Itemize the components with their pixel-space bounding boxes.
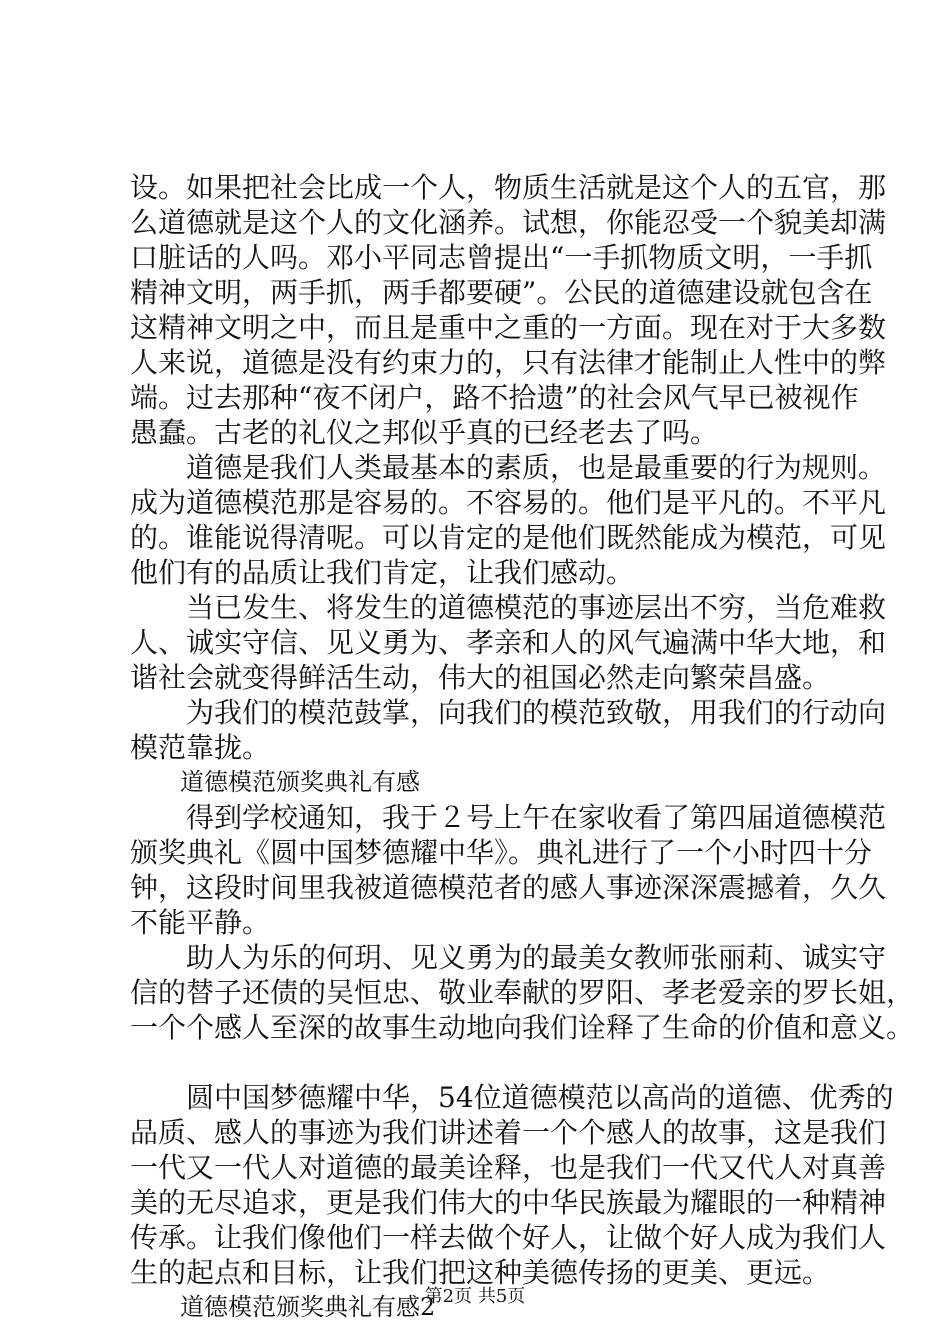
text-line: 人、诚实守信、见义勇为、孝亲和人的风气遍满中华大地，和 (130, 626, 887, 659)
section-heading: 道德模范颁奖典礼有感2 (180, 1293, 436, 1321)
page-footer (0, 1286, 950, 1308)
text-line: 精神文明，两手抓，两手都要硬”。公民的道德建设就包含在 (130, 276, 873, 309)
text-line: 这精神文明之中，而且是重中之重的一方面。现在对于大多数 (130, 311, 887, 344)
section-heading: 道德模范颁奖典礼有感 (180, 768, 420, 796)
text-line: 的。谁能说得清呢。可以肯定的是他们既然能成为模范，可见 (130, 521, 887, 554)
text-line: 生的起点和目标，让我们把这种美德传扬的更美、更远。 (130, 1256, 831, 1289)
paragraph-start-line: 道德是我们人类最基本的素质，也是最重要的行为规则。 (186, 451, 887, 484)
text-line: 设。如果把社会比成一个人，物质生活就是这个人的五官，那 (130, 171, 887, 204)
blank-line (130, 1045, 830, 1080)
text-line: 模范靠拢。 (130, 731, 271, 764)
text-line: 信的替子还债的吴恒忠、敬业奉献的罗阳、孝老爱亲的罗长姐， (130, 976, 915, 1009)
text-line: 成为道德模范那是容易的。不容易的。他们是平凡的。不平凡 (130, 486, 887, 519)
page-number: 第2页 共5页 (424, 1286, 526, 1307)
text-line: 么道德就是这个人的文化涵养。试想，你能忍受一个貌美却满 (130, 206, 887, 239)
text-line: 他们有的品质让我们肯定，让我们感动。 (130, 556, 635, 589)
text-line: 口脏话的人吗。邓小平同志曾提出“一手抓物质文明，一手抓 (130, 241, 873, 274)
paragraph-start-line: 助人为乐的何玥、见义勇为的最美女教师张丽莉、诚实守 (186, 941, 887, 974)
text-line: 传承。让我们像他们一样去做个好人，让做个好人成为我们人 (130, 1221, 887, 1254)
text-line: 品质、感人的事迹为我们讲述着一个个感人的故事，这是我们 (130, 1116, 887, 1149)
paragraph-start-line: 得到学校通知，我于２号上午在家收看了第四届道德模范 (186, 801, 887, 834)
text-line: 谐社会就变得鲜活生动，伟大的祖国必然走向繁荣昌盛。 (130, 661, 831, 694)
text-line: 一个个感人至深的故事生动地向我们诠释了生命的价值和意义。 (130, 1011, 915, 1044)
text-line: 人来说，道德是没有约束力的，只有法律才能制止人性中的弊 (130, 346, 887, 379)
text-line: 美的无尽追求，更是我们伟大的中华民族最为耀眼的一种精神 (130, 1186, 887, 1219)
text-line: 愚蠢。古老的礼仪之邦似乎真的已经老去了吗。 (130, 416, 719, 449)
text-line: 钟，这段时间里我被道德模范者的感人事迹深深震撼着，久久 (130, 871, 887, 904)
paragraph-start-line: 圆中国梦德耀中华，54位道德模范以高尚的道德、优秀的 (186, 1081, 894, 1114)
document-body (130, 170, 915, 1325)
text-line: 一代又一代人对道德的最美诠释，也是我们一代又代人对真善 (130, 1151, 887, 1184)
paragraph-start-line: 当已发生、将发生的道德模范的事迹层出不穷，当危难救 (186, 591, 887, 624)
text-line: 不能平静。 (130, 906, 271, 939)
paragraph-start-line: 为我们的模范鼓掌，向我们的模范致敬，用我们的行动向 (186, 696, 887, 729)
text-line: 颁奖典礼《圆中国梦德耀中华》。典礼进行了一个小时四十分 (130, 836, 873, 869)
text-line: 端。过去那种“夜不闭户，路不拾遗”的社会风气早已被视作 (130, 381, 859, 414)
